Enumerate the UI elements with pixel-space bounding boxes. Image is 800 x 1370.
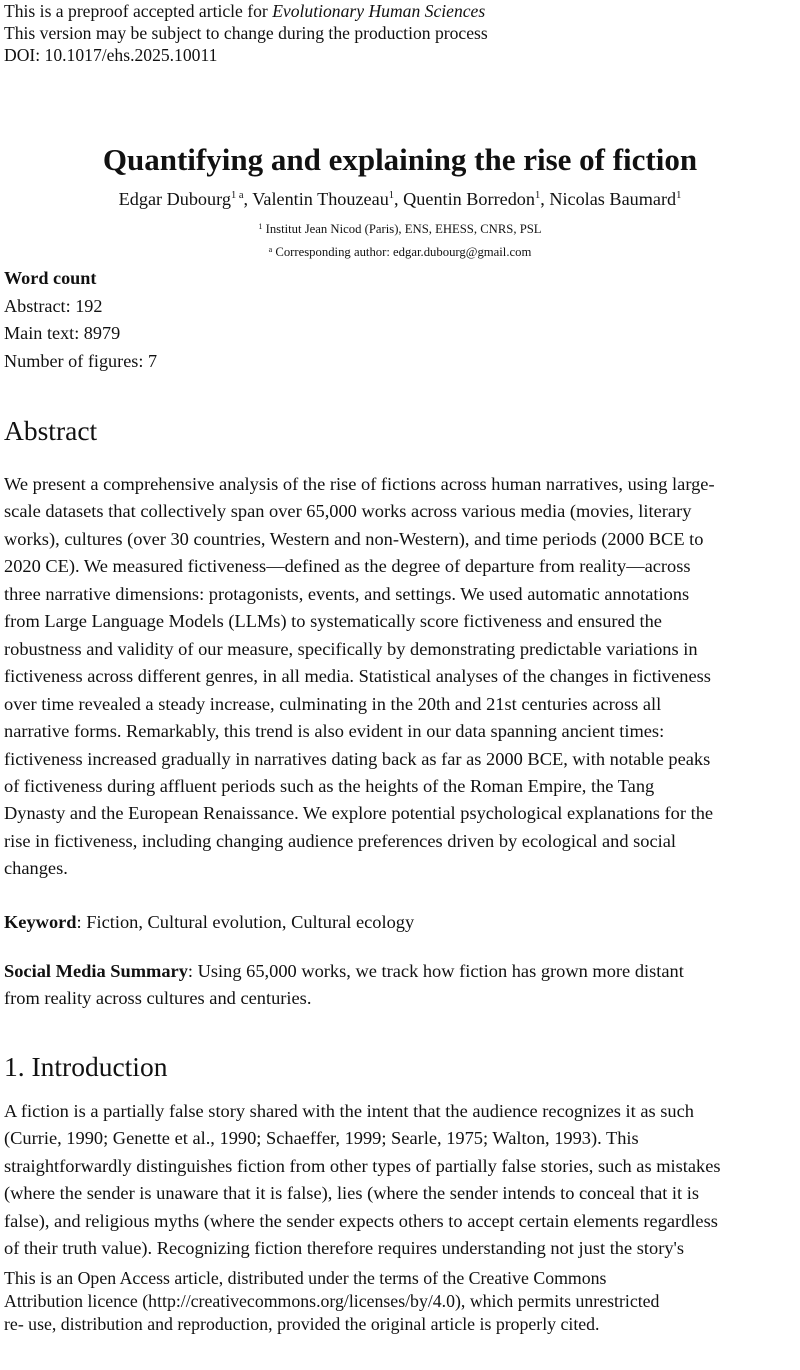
text-line: (Currie, 1990; Genette et al., 1990; Schaeffer, 1999; Searle, 1975; Walton, 1993). This — [4, 1128, 639, 1149]
text-line: scale datasets that collectively span over 65,000 works across various media (movies, literary — [4, 501, 692, 522]
preproof-line-2: This version may be subject to change during the production process — [4, 23, 488, 43]
author-name: Edgar Dubourg — [118, 189, 231, 209]
word-count-line: Abstract: 192 — [4, 295, 103, 316]
text-line: fictiveness increased gradually in narratives dating back as far as 2000 BCE, with notable peaks — [4, 748, 711, 769]
word-count-line: Number of figures: 7 — [4, 350, 158, 371]
text-line: from Large Language Models (LLMs) to systematically score fictiveness and ensured the — [4, 611, 662, 632]
text-line: robustness and validity of our measure, specifically by demonstrating predictable variations in — [4, 638, 698, 659]
journal-name: Evolutionary Human Sciences — [272, 1, 486, 21]
text-line: 2020 CE). We measured fictiveness—defined as the degree of departure from reality—across — [4, 556, 691, 577]
text-line: Attribution licence (http://creativecommons.org/licenses/by/4.0), which permits unrestricted — [4, 1291, 660, 1311]
keyword-line — [4, 909, 798, 936]
social-summary-text: from reality across cultures and centuries. — [4, 988, 312, 1009]
author-name: Nicolas Baumard — [549, 189, 677, 209]
doi-line[interactable]: DOI: 10.1017/ehs.2025.10011 — [4, 45, 218, 65]
social-summary-label: Social Media Summary — [4, 961, 188, 981]
word-count-block — [4, 265, 157, 375]
preproof-notice — [4, 0, 488, 66]
text-line: false), and religious myths (where the sender expects others to accept certain elements regardless — [4, 1210, 718, 1231]
text-line: of their truth value). Recognizing fiction therefore requires understanding not just the story's — [4, 1238, 685, 1259]
text-line: We present a comprehensive analysis of the rise of fictions across human narratives, using large- — [4, 474, 715, 494]
text-line: (where the sender is unaware that it is false), lies (where the sender intends to conceal that it is — [4, 1183, 700, 1204]
text-line: rise in fictiveness, including changing audience preferences driven by ecological and social — [4, 830, 677, 851]
text-line: Dynasty and the European Renaissance. We explore potential psychological explanations for the — [4, 803, 714, 824]
text-line: three narrative dimensions: protagonists, events, and settings. We used automatic annotations — [4, 583, 690, 604]
paper-title: Quantifying and explaining the rise of fiction — [102, 142, 698, 177]
text-line: A fiction is a partially false story shared with the intent that the audience recognizes it as such — [4, 1101, 694, 1121]
keyword-text: : Fiction, Cultural evolution, Cultural ecology — [76, 912, 415, 932]
abstract-text — [4, 471, 798, 883]
introduction-text — [4, 1098, 798, 1263]
introduction-heading: 1. Introduction — [4, 1051, 168, 1082]
word-count-heading: Word count — [4, 268, 97, 288]
text-line: This is an Open Access article, distributed under the terms of the Creative Commons — [4, 1268, 607, 1288]
text-line: straightforwardly distinguishes fiction from other types of partially false stories, such as mistakes — [4, 1155, 721, 1176]
author-name: Quentin Borredon — [403, 189, 535, 209]
word-count-line: Main text: 8979 — [4, 323, 121, 343]
text-line: works), cultures (over 30 countries, Western and non-Western), and time periods (2000 BCE to — [4, 528, 704, 549]
text-line: over time revealed a steady increase, culminating in the 20th and 21st centuries across all — [4, 693, 662, 714]
social-summary-text: : Using 65,000 works, we track how fiction has grown more distant — [187, 961, 684, 981]
author-affiliation-mark: 1 — [534, 190, 541, 201]
corresponding-author: $^a$ Corresponding author: edgar.dubourg@gmail.com — [268, 245, 532, 259]
author-affiliation-mark: 1 — [676, 190, 682, 201]
keyword-label: Keyword — [4, 912, 77, 932]
text-line: re- use, distribution and reproduction, provided the original article is properly cited. — [4, 1314, 600, 1334]
social-media-summary — [4, 958, 798, 1013]
author-name: Valentin Thouzeau — [252, 189, 389, 209]
preproof-line-1: This is a preproof accepted article for Evolutionary Human Sciences — [4, 1, 486, 21]
text-line: of fictiveness during affluent periods such as the heights of the Roman Empire, the Tang — [4, 775, 655, 796]
author-affiliation-mark: 1 a — [230, 190, 244, 201]
license-notice — [4, 1267, 798, 1336]
author-affiliation-mark: 1 — [388, 190, 395, 201]
abstract-heading: Abstract — [4, 415, 98, 446]
affiliation: $^1$ Institut Jean Nicod (Paris), ENS, EHESS, CNRS, PSL — [258, 222, 542, 236]
author-list: Edgar Dubourg$^{1 a}$, Valentin Thouzeau$^1$, Quentin Borredon$^1$, Nicolas Baumard$^1$ — [118, 189, 682, 209]
text-line: fictiveness across different genres, in all media. Statistical analyses of the changes in fictiveness — [4, 666, 711, 687]
text-line: narrative forms. Remarkably, this trend is also evident in our data spanning ancient times: — [4, 721, 665, 742]
text-line: changes. — [4, 858, 68, 879]
